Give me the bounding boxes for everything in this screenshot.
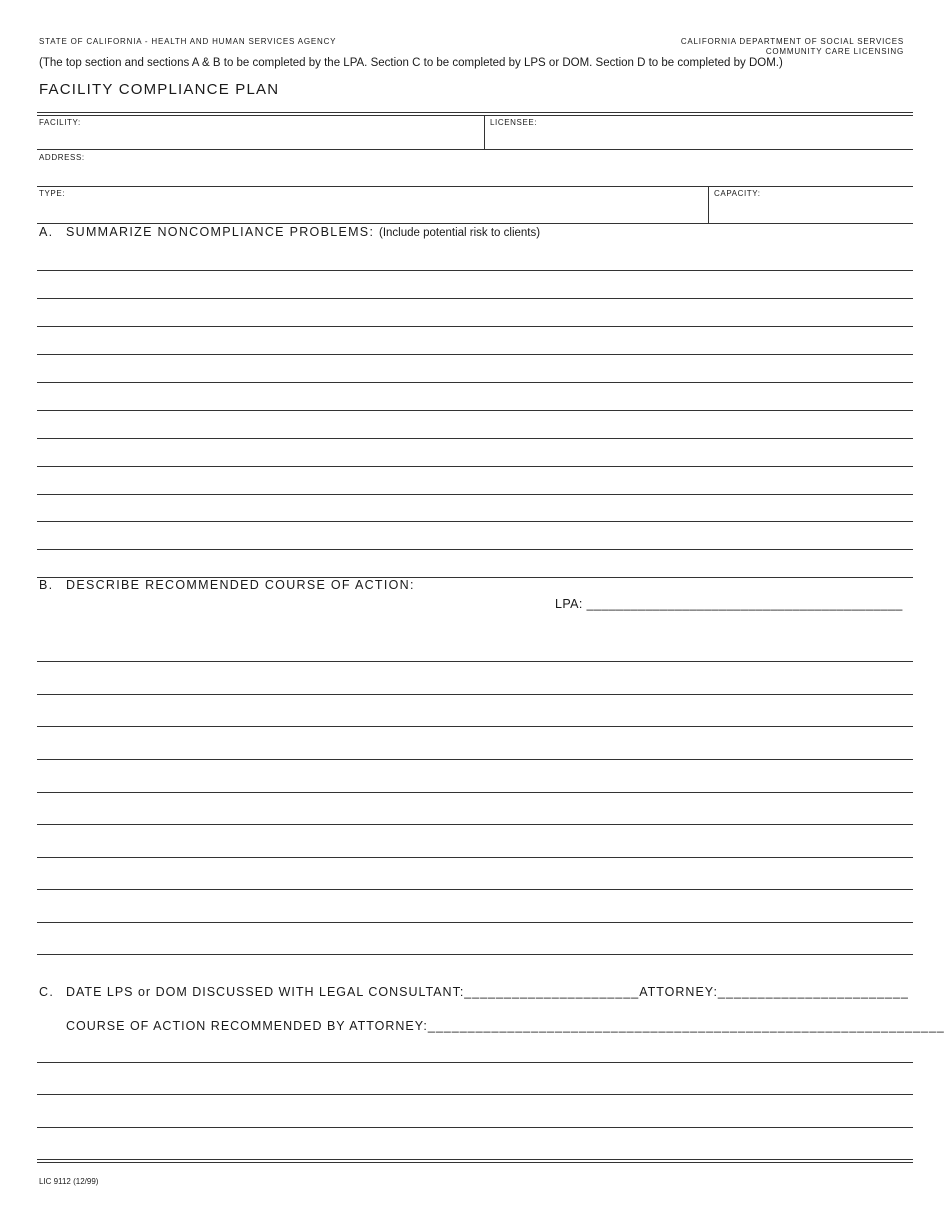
section-b-line: [37, 759, 913, 760]
section-a-heading: [66, 225, 540, 239]
section-c-letter: C.: [39, 985, 55, 999]
section-b-line: [37, 661, 913, 662]
row-rule-type: [37, 223, 913, 224]
section-a-line: [37, 270, 913, 271]
section-b-letter: B.: [39, 578, 54, 592]
section-a-line: [37, 326, 913, 327]
section-a-letter: A.: [39, 225, 54, 239]
section-b-line: [37, 954, 913, 955]
section-c-attorney-recommendation-field[interactable]: COURSE OF ACTION RECOMMENDED BY ATTORNEY:_________________________________________________________________: [66, 1019, 945, 1033]
agency-right-division: COMMUNITY CARE LICENSING: [765, 47, 904, 56]
section-a-line: [37, 382, 913, 383]
page-title: FACILITY COMPLIANCE PLAN: [39, 81, 280, 98]
section-a-line: [37, 438, 913, 439]
bottom-rule-2: [37, 1162, 913, 1163]
section-a-line: [37, 410, 913, 411]
section-a-line: [37, 354, 913, 355]
top-rule-1: [37, 112, 913, 113]
type-label: TYPE:: [39, 189, 66, 198]
section-b-line: [37, 922, 913, 923]
capacity-label: CAPACITY:: [714, 189, 761, 198]
agency-right-dept: CALIFORNIA DEPARTMENT OF SOCIAL SERVICES: [680, 37, 904, 46]
row-rule-facility: [37, 149, 913, 150]
section-a-heading-text: SUMMARIZE NONCOMPLIANCE PROBLEMS:: [66, 225, 375, 239]
section-b-line: [37, 792, 913, 793]
section-a-line: [37, 494, 913, 495]
section-a-note: (Include potential risk to clients): [379, 227, 541, 239]
address-label: ADDRESS:: [39, 153, 85, 162]
type-divider: [708, 186, 709, 223]
facility-divider: [484, 115, 485, 149]
section-b-line: [37, 726, 913, 727]
section-b-heading: DESCRIBE RECOMMENDED COURSE OF ACTION:: [66, 578, 415, 592]
section-c-date-attorney-field[interactable]: DATE LPS or DOM DISCUSSED WITH LEGAL CONSULTANT:______________________ATTORNEY:________________________: [66, 985, 909, 999]
licensee-label: LICENSEE:: [490, 118, 538, 127]
row-rule-address: [37, 186, 913, 187]
section-b-line: [37, 889, 913, 890]
top-rule-2: [37, 115, 913, 116]
section-a-line: [37, 298, 913, 299]
section-a-line: [37, 549, 913, 550]
bottom-rule-1: [37, 1159, 913, 1160]
section-b-line: [37, 694, 913, 695]
section-c-line: [37, 1127, 913, 1128]
facility-label: FACILITY:: [39, 118, 81, 127]
agency-left: STATE OF CALIFORNIA - HEALTH AND HUMAN SERVICES AGENCY: [39, 37, 337, 46]
form-number: LIC 9112 (12/99): [39, 1177, 99, 1186]
section-c-line: [37, 1062, 913, 1063]
section-a-line: [37, 466, 913, 467]
section-c-line: [37, 1094, 913, 1095]
lpa-signature-field[interactable]: LPA: ___________________________________________: [555, 597, 903, 611]
section-b-line: [37, 857, 913, 858]
section-a-line: [37, 521, 913, 522]
instructions-note: (The top section and sections A & B to be completed by the LPA. Section C to be completed by LPS or DOM. Section D to be completed by DOM.): [39, 57, 783, 69]
section-b-line: [37, 824, 913, 825]
